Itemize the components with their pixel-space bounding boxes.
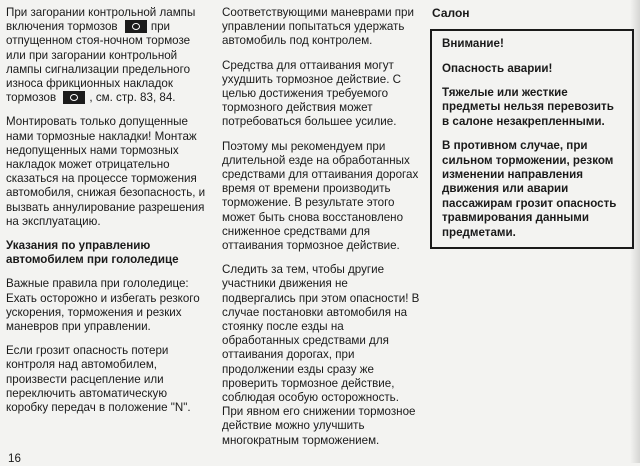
warning-box [430,29,634,249]
column-right [430,6,634,249]
brake-lamp-text-3: , см. стр. 83, 84. [89,91,176,105]
loss-of-control-paragraph: Если грозит опасность потери контроля над автомобилем, произвести расцепление или переключить автоматическую коробку передач в положение "N". [6,344,191,415]
brake-pad-wear-lamp-icon [63,91,85,104]
page-number: 16 [8,452,21,465]
deicer-paragraph: Средства для оттаивания могут ухудшить тормозное действие. С целью достижения требуемого тормозного действия может потребоваться большее усилие. [222,58,402,129]
ice-rules-paragraph: Важные правила при гололедице: Ехать осторожно и избегать резкого ускорения, торможения и резких маневров при управлении. [6,277,200,334]
ice-driving-subheading: Указания по управлению автомобилем при гололедице [6,239,179,267]
column-left [6,6,206,425]
column-middle [222,6,420,458]
approved-pads-paragraph: Монтировать только допущенные нами тормозные накладки! Монтаж недопущенных нами тормозных накладок может отрицательно сказаться на процессе торможения автомобиля, снижая безопасность, и вызвать аннулирование разрешения на эксплуатацию. [6,115,206,228]
brake-lamp-text-1: При загорании контрольной лампы включения тормозов [6,6,196,34]
brake-warning-lamp-icon [125,20,147,33]
maneuver-paragraph: Соответствующими маневрами при управлении попытаться удержать автомобиль под контролем. [222,6,414,48]
section-heading-salon: Салон [432,6,470,20]
warning-danger: Опасность аварии! [442,61,553,75]
brake-lamp-paragraph [6,6,206,105]
recommend-braking-paragraph: Поэтому мы рекомендуем при длительной езде на обработанных средствами для оттаивания дорогах время от времени производить торможение. В результате этого может быть снова восстановлено сниженное средствами для оттаивания тормозное действие. [222,139,419,253]
warning-title: Внимание! [442,37,504,51]
brake-lamp-text-2: при отпущенном стоя-ночном тормозе или при загорании контрольной лампы сигнализации предельного износа фрикционных накладок тормозов [6,20,191,105]
other-road-users-paragraph: Следить за тем, чтобы другие участники движения не подвергались при этом опасности! В случае постановки автомобиля на стоянку после езды на обработанных средствами для оттаивания дорогах, при продолжении езды сразу же проверить тормозное действие, соблюдая особую осторожность. При явном его снижении тормозное действие можно улучшить многократным торможением. [222,263,420,447]
warning-paragraph-2: В противном случае, при сильном торможении, резком изменении направления движения или аварии пассажирам грозит опасность травмирования данными предметами. [442,139,617,239]
warning-paragraph-1: Тяжелые или жесткие предметы нельзя перевозить в салоне незакрепленными. [442,86,614,128]
page-edge-shadow [630,0,640,463]
